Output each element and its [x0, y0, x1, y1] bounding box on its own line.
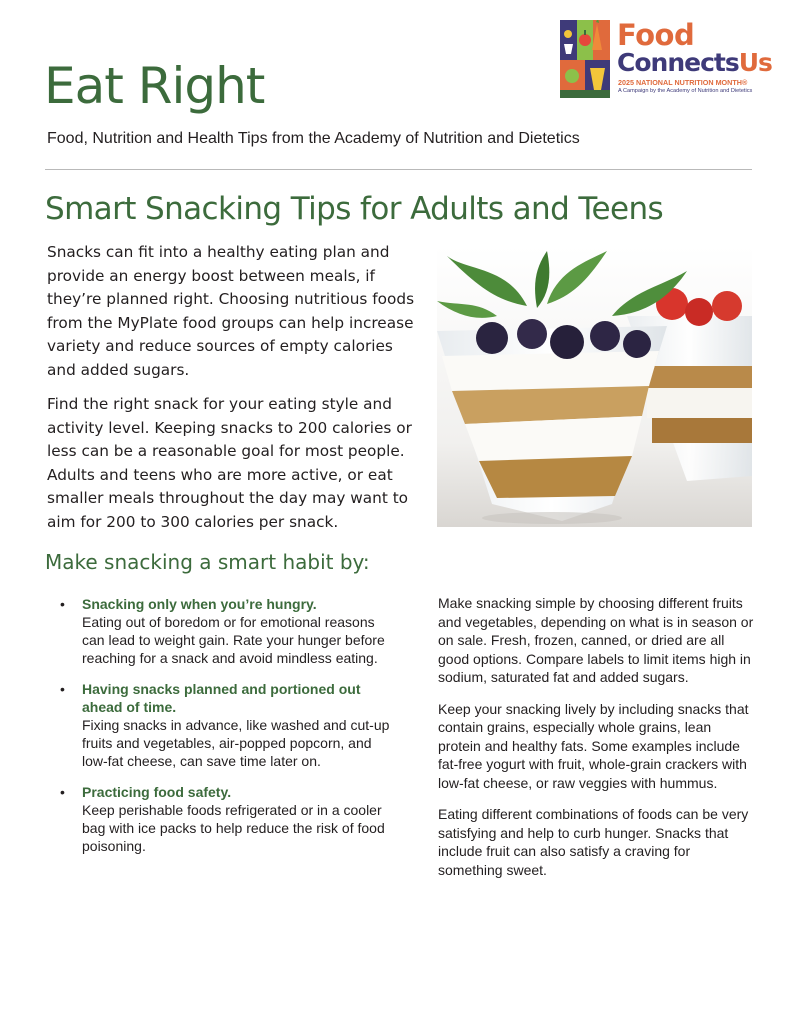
habit-tips-list — [60, 595, 396, 868]
page-subtitle: Food, Nutrition and Health Tips from the Academy of Nutrition and Dietetics — [47, 130, 580, 147]
right-paragraph-3: Eating different combinations of foods can be very satisfying and help to curb hunger. Snacks that include fruit can also satisfy a craving for something sweet. — [438, 806, 749, 878]
yogurt-parfait-photo — [437, 246, 752, 527]
logo-wordmark-food: Food — [617, 18, 695, 52]
bullet-marker: • — [60, 784, 65, 800]
tip-heading: Having snacks planned and portioned out ahead of time. — [82, 681, 361, 715]
right-paragraph-1: Make snacking simple by choosing different fruits and vegetables, depending on what is in season or on sale. Fresh, frozen, canned, or dried are all good options. Compare labels to limit items high in sodium, saturated fat and added sugars. — [438, 595, 754, 685]
bullet-marker: • — [60, 596, 65, 612]
tip-text: Fixing snacks in advance, like washed and cut-up fruits and vegetables, air-popped popcorn, and low-fat cheese, can save time later on. — [82, 717, 390, 769]
list-item — [60, 595, 396, 667]
logo-campaign-byline: A Campaign by the Academy of Nutrition and Dietetics — [618, 88, 753, 94]
logo-campaign-year-text: 2025 NATIONAL NUTRITION MONTH — [618, 78, 742, 87]
logo-wordmark-connects: Connects — [617, 48, 739, 77]
logo-campaign-year — [618, 78, 747, 87]
logo-wordmark-us: Us — [738, 48, 772, 77]
tip-heading: Snacking only when you’re hungry. — [82, 596, 317, 612]
parfait-illustration — [437, 246, 752, 527]
right-column — [438, 594, 754, 892]
tip-text: Keep perishable foods refrigerated or in a cooler bag with ice packs to help reduce the risk of food poisoning. — [82, 802, 385, 854]
list-item — [60, 783, 396, 855]
tip-text: Eating out of boredom or for emotional reasons can lead to weight gain. Rate your hunger before reaching for a snack and avoid mindless eating. — [82, 614, 385, 666]
tip-heading: Practicing food safety. — [82, 784, 232, 800]
intro-paragraph-1: Snacks can fit into a healthy eating plan and provide an energy boost between meals, if they’re planned right. Choosing nutritious foods from the MyPlate food groups can help increase variety and reduce sources of empty calories and added sugars. — [47, 243, 415, 379]
logo-illustration-icon — [560, 20, 610, 98]
intro-paragraph-2: Find the right snack for your eating style and activity level. Keeping snacks to 200 calories or less can be a reasonable goal for most people. Adults and teens who are more active, or eat smaller meals throughout the day may want to aim for 200 to 300 calories per snack. — [47, 395, 412, 531]
registered-mark: ® — [741, 78, 748, 87]
list-item — [60, 680, 396, 770]
food-connects-us-logo — [560, 20, 770, 100]
page-title: Eat Right — [44, 57, 265, 115]
habit-heading: Make snacking a smart habit by: — [45, 550, 370, 574]
article-title: Smart Snacking Tips for Adults and Teens — [45, 191, 664, 227]
logo-wordmark-connectsus — [617, 49, 772, 77]
bullet-marker: • — [60, 681, 65, 697]
header-divider — [45, 169, 752, 170]
right-paragraph-2: Keep your snacking lively by including snacks that contain grains, especially whole grains, lean protein and healthy fats. Some examples include fat-free yogurt with fruit, whole-grain crackers with low-fat cheese, or raw veggies with hummus. — [438, 700, 749, 791]
